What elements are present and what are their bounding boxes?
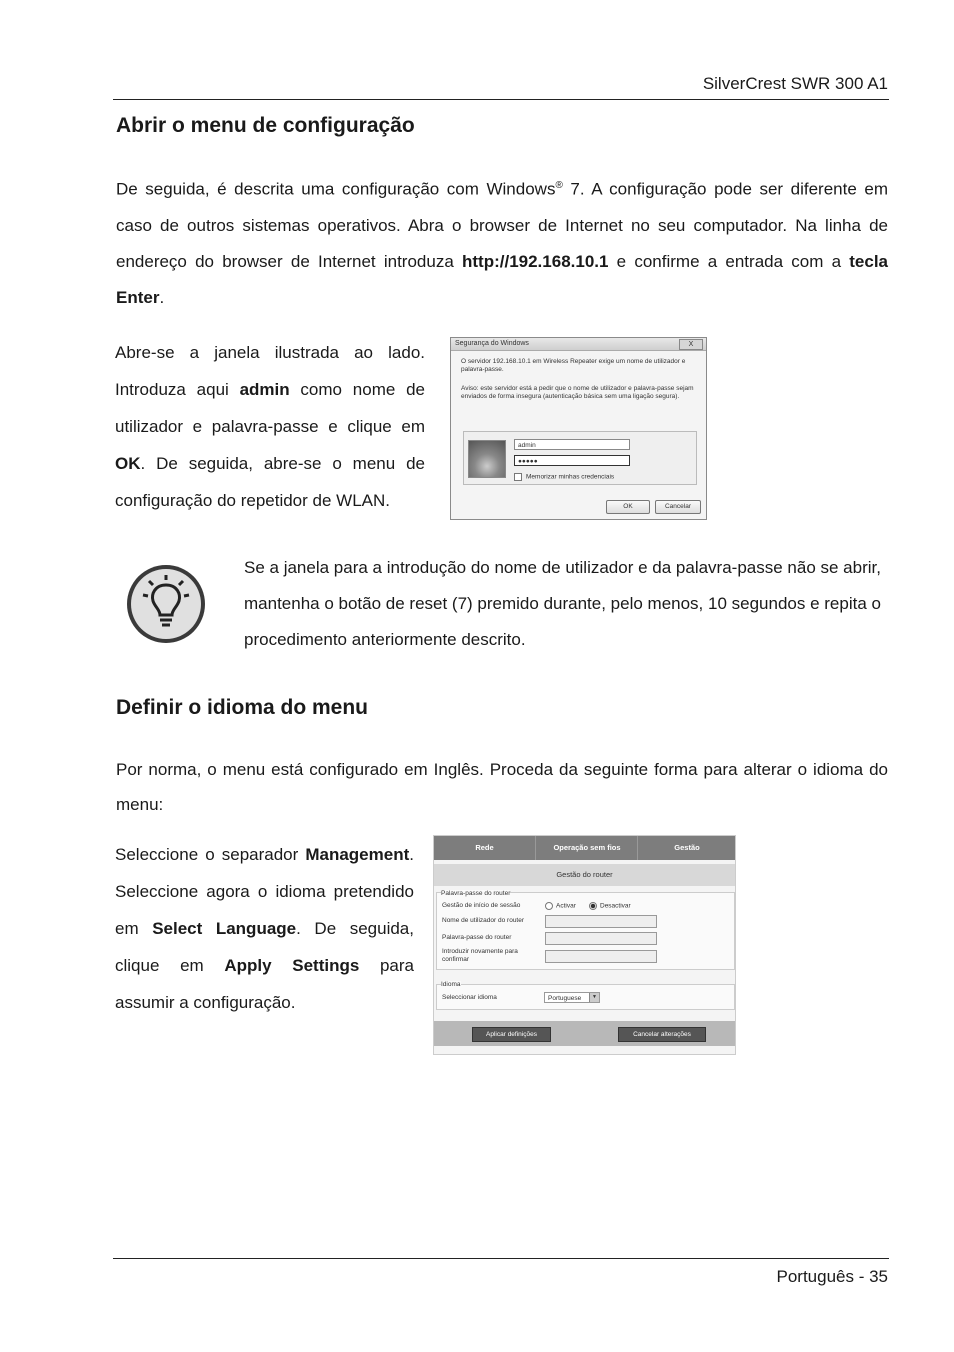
section2-title: Definir o idioma do menu	[116, 696, 369, 719]
language-label: Seleccionar idioma	[442, 994, 497, 1001]
chevron-down-icon: ▼	[589, 993, 599, 1002]
radio-deactivate[interactable]: Desactivar	[589, 902, 631, 910]
language-instructions: Seleccione o separador Management. Seleccione agora o idioma pretendido em Select Language. De seguida, clique em Apply Settings para assumir a configuração.	[115, 845, 414, 1012]
router-confirm-input[interactable]	[545, 950, 657, 963]
radio-activate[interactable]: Activar	[545, 902, 576, 910]
footer-rule	[113, 1258, 889, 1259]
user-avatar-icon	[468, 440, 506, 478]
section2-intro: Por norma, o menu está configurado em Inglês. Proceda da seguinte forma para alterar o idioma do menu:	[116, 760, 888, 814]
password-section-title: Palavra-passe do router	[441, 890, 511, 897]
tab-gestao[interactable]: Gestão	[637, 836, 736, 860]
windows-security-dialog	[450, 337, 707, 520]
section1-title: Abrir o menu de configuração	[116, 114, 415, 137]
router-username-input[interactable]	[545, 915, 657, 928]
router-tabbar	[434, 836, 735, 860]
username-label: Nome de utilizador do router	[442, 917, 525, 924]
tab-rede[interactable]: Rede	[475, 843, 494, 852]
checkbox-icon	[514, 473, 522, 481]
dialog-warning: Aviso: este servidor está a pedir que o nome de utilizador e palavra-passe sejam enviados de forma insegura (autenticação básica sem uma ligação segura).	[461, 385, 694, 400]
header-rule	[113, 99, 889, 100]
language-section-title: Idioma	[441, 981, 461, 988]
router-password-input[interactable]	[545, 932, 657, 945]
cancel-button[interactable]: Cancelar	[655, 500, 701, 514]
username-field[interactable]: admin	[514, 439, 630, 450]
apply-settings-button[interactable]: Aplicar definições	[472, 1027, 551, 1042]
password-field[interactable]: ●●●●●	[514, 455, 630, 466]
confirm-label: Introduzir novamente para confirmar	[442, 948, 518, 963]
credential-panel	[463, 431, 697, 485]
login-instructions: Abre-se a janela ilustrada ao lado. Introduza aqui admin como nome de utilizador e palavra-passe e clique em OK. De seguida, abre-se o menu de configuração do repetidor de WLAN.	[115, 343, 425, 510]
radio-icon	[545, 902, 553, 910]
ok-button[interactable]: OK	[606, 500, 650, 514]
remember-checkbox[interactable]: Memorizar minhas credenciais	[514, 473, 614, 481]
dialog-titlebar	[451, 338, 706, 351]
dialog-title: Segurança do Windows	[455, 340, 529, 347]
tip-text: Se a janela para a introdução do nome de utilizador e da palavra-passe não se abrir, mantenha o botão de reset (7) premido durante, pelo menos, 10 segundos e repita o procedimento anteriormente descrito.	[244, 558, 881, 649]
language-select[interactable]: Portuguese ▼	[544, 992, 600, 1003]
tab-wireless[interactable]: Operação sem fios	[535, 836, 638, 860]
cancel-changes-button[interactable]: Cancelar alterações	[618, 1027, 706, 1042]
lightbulb-glyph	[131, 569, 201, 639]
router-subtitle: Gestão do router	[434, 864, 735, 886]
footer-page: Português - 35	[776, 1267, 888, 1286]
password-section	[436, 892, 735, 970]
section1-intro: De seguida, é descrita uma configuração com Windows® 7. A configuração pode ser diferente em caso de outros sistemas operativos. Abra o browser de Internet no seu computador. Na linha de endereço do browser de Internet introduza http://192.168.10.1 e confirme a entrada com a tecla Enter.	[116, 179, 888, 307]
session-label: Gestão de início de sessão	[442, 902, 521, 909]
lightbulb-icon	[127, 565, 205, 643]
radio-selected-icon	[589, 902, 597, 910]
router-management-panel	[433, 835, 736, 1055]
close-icon[interactable]: X	[679, 339, 703, 350]
header-product: SilverCrest SWR 300 A1	[702, 74, 888, 93]
password-label: Palavra-passe do router	[442, 934, 512, 941]
dialog-message: O servidor 192.168.10.1 em Wireless Repeater exige um nome de utilizador e palavra-passe.	[461, 358, 686, 373]
